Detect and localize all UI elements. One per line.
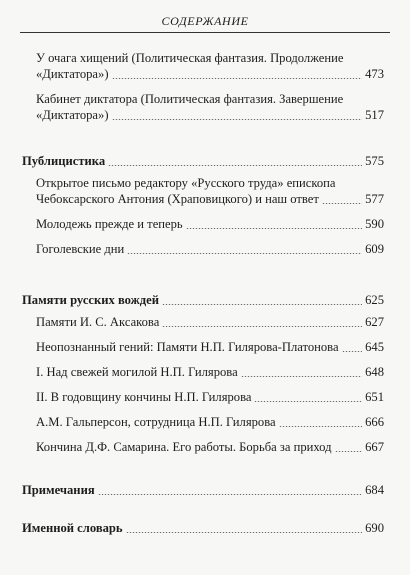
leader-dots — [112, 78, 363, 79]
toc-entry[interactable] — [22, 439, 384, 455]
toc-page-number: 666 — [365, 415, 384, 429]
toc-page-number: 667 — [365, 440, 384, 454]
toc-entry-title: Неопознанный гений: Памяти Н.П. Гилярова-Платонова — [36, 340, 339, 354]
page-header-title: СОДЕРЖАНИЕ — [161, 14, 249, 28]
toc-page-number: 690 — [365, 521, 384, 535]
leader-dots — [342, 351, 363, 352]
toc-entry[interactable] — [22, 175, 384, 207]
toc-entry-title: Молодежь прежде и теперь — [36, 217, 183, 231]
toc-section-heading[interactable] — [22, 482, 384, 498]
toc-page-number: 473 — [365, 67, 384, 81]
leader-dots — [126, 532, 363, 533]
toc-entry[interactable] — [22, 314, 384, 330]
leader-dots — [112, 119, 363, 120]
leader-dots — [335, 451, 363, 452]
toc-section-heading[interactable] — [22, 520, 384, 536]
toc-entry[interactable] — [22, 339, 384, 355]
toc-entry[interactable] — [22, 389, 384, 405]
leader-dots — [186, 228, 362, 229]
toc-entry-title: Гоголевские дни — [36, 242, 125, 256]
toc-entry-title-line2: «Диктатора») — [36, 67, 109, 81]
leader-dots — [162, 326, 362, 327]
leader-dots — [162, 304, 362, 305]
toc-entry-title: Памяти И. С. Аксакова — [36, 315, 160, 329]
toc-entry-title-line2: Чебоксарского Антония (Храповицкого) и наш ответ — [36, 192, 319, 206]
toc-entry-title-line1: У очага хищений (Политическая фантазия. Продолжение — [36, 51, 344, 65]
toc-entry[interactable] — [22, 414, 384, 430]
table-of-contents — [22, 50, 384, 536]
leader-dots — [322, 203, 362, 204]
toc-page-number: 517 — [365, 108, 384, 122]
leader-dots — [241, 376, 362, 377]
toc-entry-title: I. Над свежей могилой Н.П. Гилярова — [36, 365, 238, 379]
leader-dots — [279, 426, 363, 427]
toc-section-title: Примечания — [22, 483, 95, 497]
toc-section-title: Памяти русских вождей — [22, 293, 160, 307]
toc-page-number: 590 — [365, 217, 384, 231]
toc-entry-title-line2: «Диктатора») — [36, 108, 109, 122]
toc-page-number: 625 — [365, 293, 384, 307]
toc-page-number: 577 — [365, 192, 384, 206]
leader-dots — [108, 165, 362, 166]
toc-section-title: Публицистика — [22, 154, 106, 168]
toc-entry-title: Кончина Д.Ф. Самарина. Его работы. Борьба за приход — [36, 440, 332, 454]
toc-entry-title: II. В годовщину кончины Н.П. Гилярова — [36, 390, 252, 404]
toc-entry-title-line1: Кабинет диктатора (Политическая фантазия. Завершение — [36, 92, 344, 106]
toc-page-number: 648 — [365, 365, 384, 379]
toc-entry[interactable] — [22, 216, 384, 232]
toc-entry[interactable] — [22, 241, 384, 257]
toc-page-number: 627 — [365, 315, 384, 329]
toc-page-number: 651 — [365, 390, 384, 404]
toc-section-heading[interactable] — [22, 292, 384, 308]
header-rule — [20, 32, 390, 33]
toc-entry-title-line1: Открытое письмо редактору «Русского труда» епископа — [36, 176, 336, 190]
leader-dots — [98, 494, 362, 495]
toc-page-number: 609 — [365, 242, 384, 256]
toc-page-number: 684 — [365, 483, 384, 497]
toc-entry[interactable] — [22, 364, 384, 380]
toc-section-title: Именной словарь — [22, 521, 123, 535]
leader-dots — [127, 253, 362, 254]
toc-section-heading[interactable] — [22, 153, 384, 169]
leader-dots — [254, 401, 362, 402]
toc-entry-title: А.М. Гальперсон, сотрудница Н.П. Гилярова — [36, 415, 276, 429]
toc-page-number: 645 — [365, 340, 384, 354]
toc-entry[interactable] — [22, 91, 384, 123]
toc-entry[interactable] — [22, 50, 384, 82]
toc-page-number: 575 — [365, 154, 384, 168]
